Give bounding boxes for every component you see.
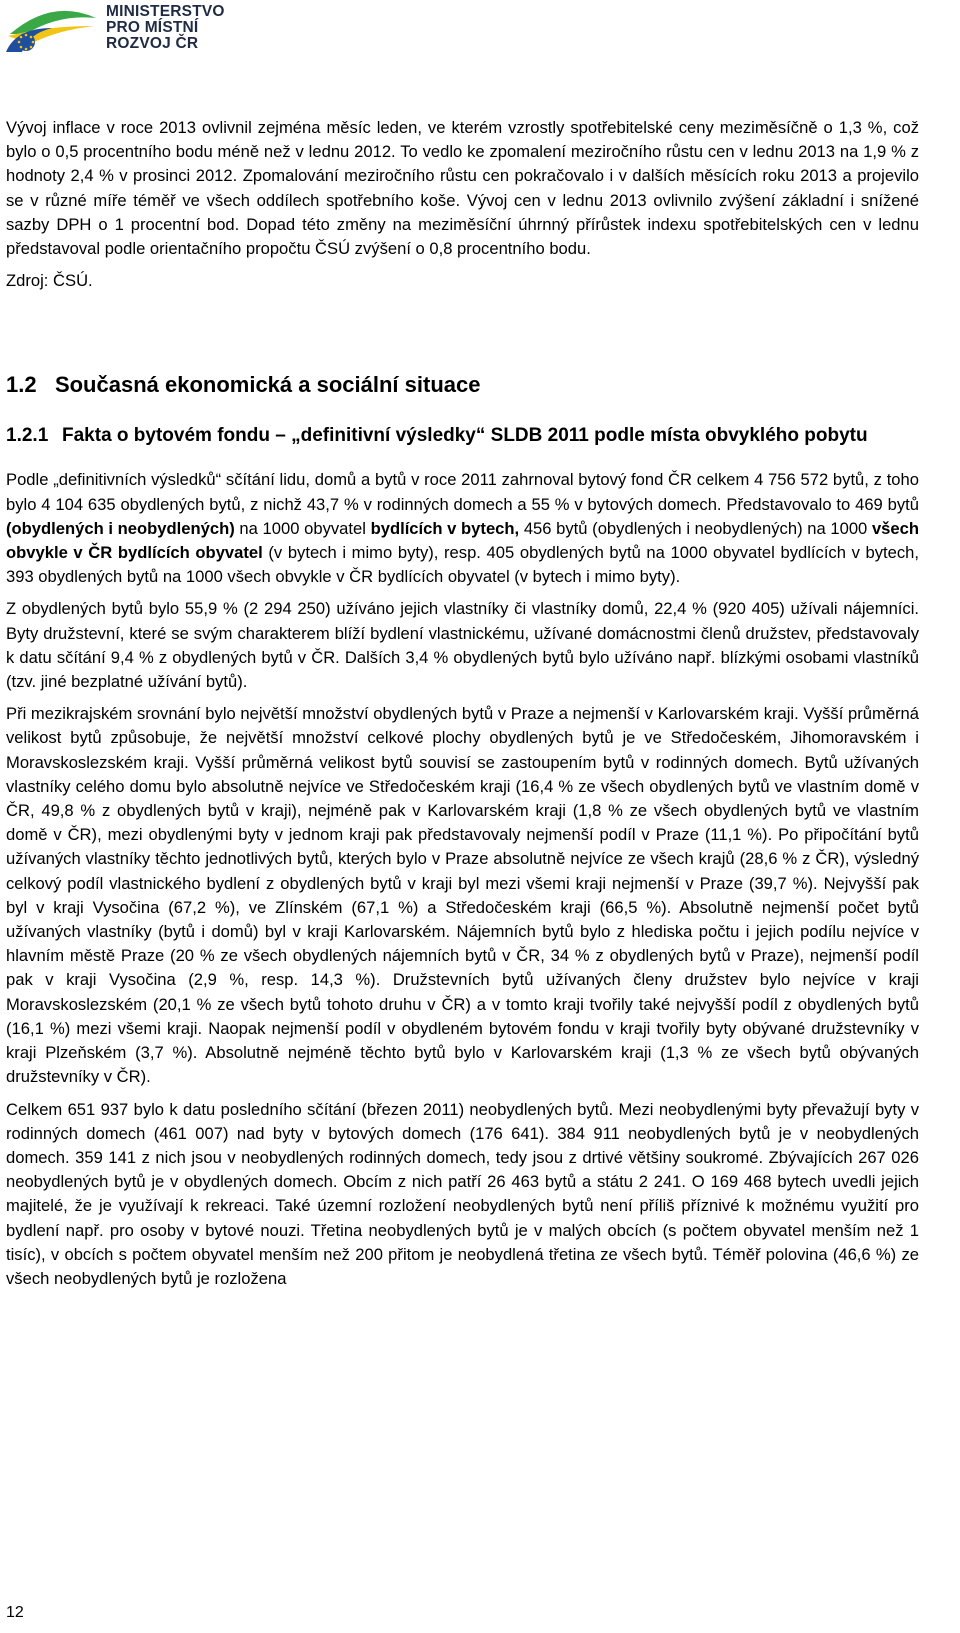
ministry-emblem-icon <box>6 4 98 54</box>
logo-line: MINISTERSTVO <box>106 3 225 20</box>
text-run: Podle „definitivních výsledků“ sčítání lidu, domů a bytů v roce 2011 zahrnoval bytový fond ČR celkem 4 756 572 bytů, z toho bylo 4 104 635 obydlených bytů, z nichž 43,7 % v rodinných domech a 55 % v bytových domech. Představovalo to 469 bytů <box>6 470 919 514</box>
ministry-logo <box>6 4 246 54</box>
logo-wordmark <box>106 4 225 52</box>
subsection-number: 1.2.1 <box>6 425 49 447</box>
section-number: 1.2 <box>6 372 37 398</box>
logo-line: ROZVOJ ČR <box>106 35 199 52</box>
section-heading <box>6 371 919 399</box>
paragraph-regional-comparison: Při mezikrajském srovnání bylo největší množství obydlených bytů v Praze a nejmenší v Karlovarském kraji. Vyšší průměrná velikost bytů způsobuje, že největší množství celkové plochy obydlených bytů je ve Středočeském, Jihomoravském i Moravskoslezském kraji. Vyšší průměrná velikost bytů souvisí se zastoupením bytů v rodinných domech. Bytů užívaných vlastníky celého domu bylo absolutně nejvíce ve Středočeském kraji (16,4 % ze všech obydlených bytů ve vlastním domě v ČR, 49,8 % z obydlených bytů v kraji), nejméně pak v Karlovarském kraji (1,8 % ze všech obydlených bytů ve vlastním domě v ČR), mezi obydlenými byty v jednom kraji pak představovaly nejmenší podíl v Praze (11,1 %). Po připočítání bytů užívaných vlastníky těchto jednotlivých bytů, kterých bylo v Praze absolutně nejvíce ze všech krajů (28,6 % z ČR), výsledný celkový podíl vlastnického bydlení z obydlených bytů v kraji byl mezi všemi kraji nejmenší v Praze (39,7 %). Nejvyšší pak byl v kraji Vysočina (67,2 %), ve Zlínském (67,1 %) a Středočeském kraji (66,5 %). Absolutně nejmenší počet bytů užívaných vlastníky (bytů i domů) byl v kraji Karlovarském. Nájemních bytů bylo z hlediska počtu i jejich podílu nejvíce v hlavním městě Praze (20 % ze všech obydlených nájemních bytů v ČR, 34 % z obydlených bytů v Praze), nejmenší podíl pak v kraji Vysočina (2,9 %, resp. 14,3 %). Družstevních bytů užívaných členy družstev bylo nejvíce v kraji Moravskoslezském (20,1 % ze všech bytů tohoto druhu v ČR) a v tomto kraji tvořily také nejvyšší podíl z obydlených bytů (16,1 %) mezi všemi kraji. Naopak nejmenší podíl v obydleném bytovém fondu v kraji tvořily byty obývané družstevníky v kraji Plzeňském (3,7 %). Absolutně nejméně těchto bytů bylo v Karlovarském kraji (1,3 % ze všech bytů obývaných družstevníky v ČR). <box>6 704 919 1087</box>
paragraph-housing-stock <box>6 468 919 589</box>
logo-line: PRO MÍSTNÍ <box>106 19 199 36</box>
subsection-title: Fakta o bytovém fondu – „definitivní výsledky“ SLDB 2011 podle místa obvyklého pobytu <box>62 425 868 447</box>
text-run: na 1000 obyvatel <box>234 518 371 538</box>
bold-text-run: (obydlených i neobydlených) <box>6 518 235 538</box>
section-title: Současná ekonomická a sociální situace <box>54 372 481 398</box>
subsection-heading <box>6 423 919 448</box>
source-note: Zdroj: ČSÚ. <box>6 271 93 291</box>
intro-paragraph: Vývoj inflace v roce 2013 ovlivnil zejména měsíc leden, ve kterém vzrostly spotřebitelské ceny meziměsíčně o 1,3 %, což bylo o 0,5 procentního bodu méně než v lednu 2012. To vedlo ke zpomalení meziročního růstu cen v lednu 2013 na 1,9 % z hodnoty 2,4 % v prosinci 2012. Zpomalování meziročního růstu cen pokračovalo i v dalších měsících roku 2013 a projevilo se v různé míře téměř ve všech oddílech spotřebního koše. Vývoj cen v lednu 2013 ovlivnilo zvýšení základní i snížené sazby DPH o 1 procentní bod. Dopad této změny na meziměsíční úhrnný přírůstek indexu spotřebitelských cen v lednu představoval podle orientačního propočtu ČSÚ zvýšení o 0,8 procentního bodu. <box>6 118 919 259</box>
text-run: 456 bytů (obydlených i neobydlených) na 1000 <box>519 518 872 538</box>
bold-text-run: všech obvykle v ČR bydlících obyvatel <box>6 518 919 563</box>
paragraph-ownership: Z obydlených bytů bylo 55,9 % (2 294 250) užíváno jejich vlastníky či vlastníky domů, 22,4 % (920 405) užívali nájemníci. Byty družstevní, které se svým charakterem blíží bydlení vlastnickému, užívané domácnostmi členů družstev, představovaly k datu sčítání 9,4 % z obydlených bytů v ČR. Dalších 3,4 % obydlených bytů bylo užíváno např. blízkými osobami vlastníků (tzv. jiné bezplatné užívání bytů). <box>6 599 919 692</box>
bold-text-run: bydlících v bytech, <box>370 518 520 538</box>
document-body <box>6 116 919 1291</box>
page-number: 12 <box>6 1604 24 1621</box>
text-run: (v bytech i mimo byty), resp. 405 obydlených bytů na 1000 obyvatel bydlících v bytech, 393 obydlených bytů na 1000 všech obvykle v ČR bydlících obyvatel (v bytech i mimo byty). <box>6 543 920 587</box>
paragraph-vacant-dwellings: Celkem 651 937 bylo k datu posledního sčítání (březen 2011) neobydlených bytů. Mezi neobydlenými byty převažují byty v rodinných domech (461 007) nad byty v bytových domech (176 641). 384 911 neobydlených bytů je v neobydlených domech. 359 141 z nich jsou v neobydlených rodinných domech, tedy jsou z drtivé většiny soukromé. Zbývajících 267 026 neobydlených bytů je v obydlených domech. Obcím z nich patří 26 463 bytů a státu 2 241. O 169 468 bytech uvedli jejich majitelé, že je využívají k rekreaci. Také územní rozložení neobydlených bytů není příliš příznivé k možnému využití pro bydlení např. pro osoby v bytové nouzi. Třetina neobydlených bytů je v malých obcích (s počtem obyvatel menším než 1 tisíc), v obcích s počtem obyvatel menším než 200 přitom je neobydlená třetina ze všech bytů. Téměř polovina (46,6 %) ze všech neobydlených bytů je rozložena <box>6 1099 919 1288</box>
